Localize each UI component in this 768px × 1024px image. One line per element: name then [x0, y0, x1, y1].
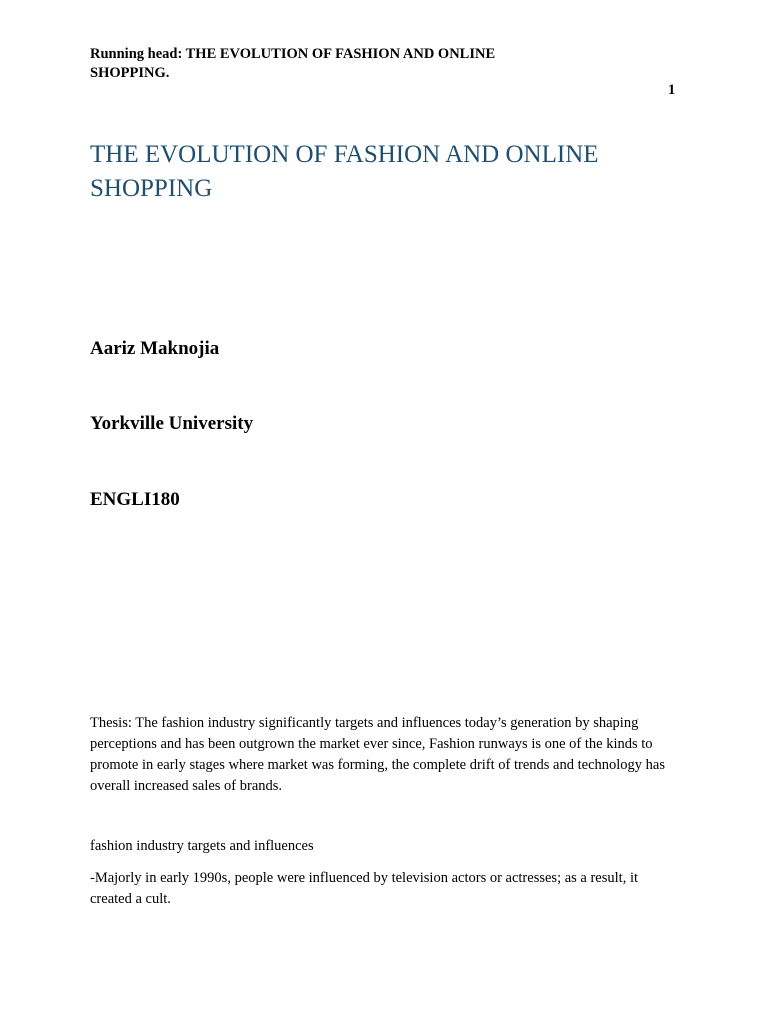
- document-title: THE EVOLUTION OF FASHION AND ONLINE SHOPPING: [90, 141, 599, 202]
- thesis-paragraph: Thesis: The fashion industry significantly targets and influences today’s generation by shaping perceptions and has been outgrown the market ever since, Fashion runways is one of the kinds to promote in early stages where market was forming, the complete drift of trends and technology has overall increased sales of brands.: [90, 715, 665, 794]
- running-head: Running head: THE EVOLUTION OF FASHION AND ONLINE SHOPPING.: [90, 46, 496, 81]
- page-number: 1: [668, 82, 676, 98]
- bullet-point: -Majorly in early 1990s, people were influenced by television actors or actresses; as a result, it created a cult.: [90, 870, 639, 907]
- section-heading: fashion industry targets and influences: [90, 838, 314, 854]
- course-code: ENGLI180: [90, 489, 180, 510]
- institution-name: Yorkville University: [90, 413, 254, 434]
- author-name: Aariz Maknojia: [90, 338, 220, 359]
